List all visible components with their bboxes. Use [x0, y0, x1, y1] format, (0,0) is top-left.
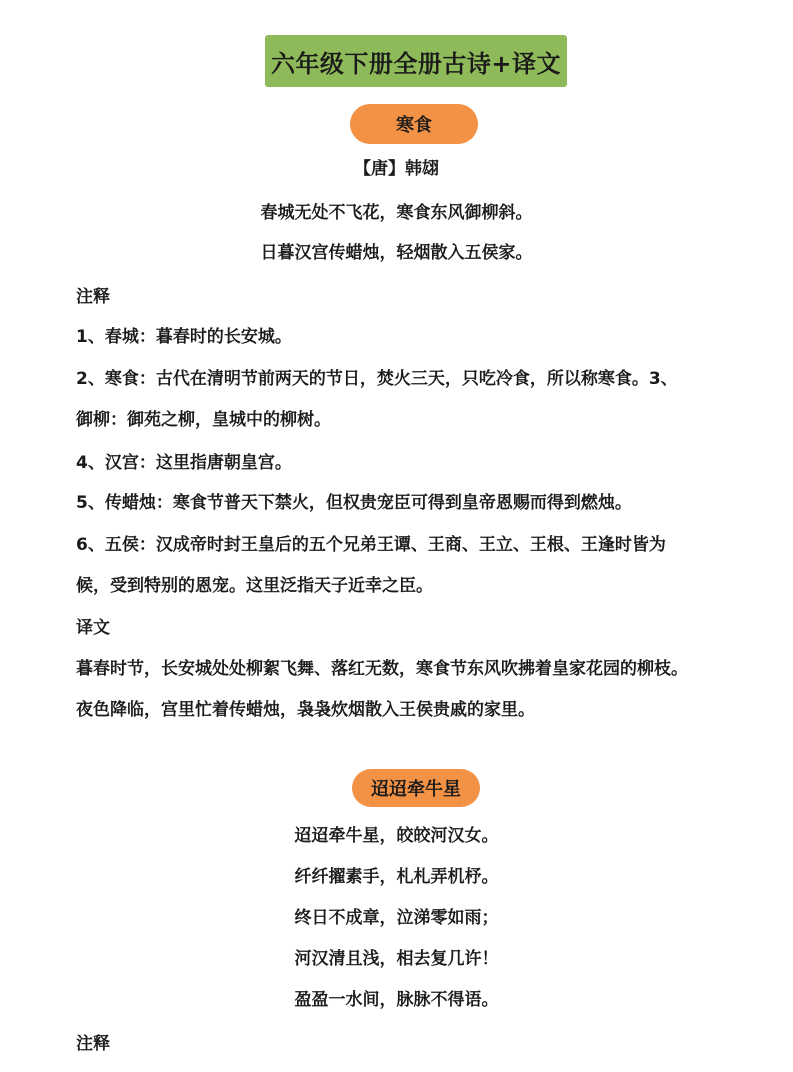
poem-line: 迢迢牵牛星，皎皎河汉女。 — [294, 826, 499, 846]
poem-author: 【唐】韩翃 — [354, 159, 439, 179]
poem-line: 日暮汉宫传蜡烛，轻烟散入五侯家。 — [260, 243, 533, 263]
poem-line: 河汉清且浅，相去复几许！ — [294, 949, 499, 969]
poem-title-badge: 寒食 — [350, 104, 478, 144]
poem-line: 春城无处不飞花，寒食东风御柳斜。 — [260, 203, 533, 223]
note-item: 6、五侯：汉成帝时封王皇后的五个兄弟王谭、王商、王立、王根、王逢时皆为 — [76, 535, 666, 555]
translation-line: 夜色降临，宫里忙着传蜡烛，袅袅炊烟散入王侯贵戚的家里。 — [76, 700, 535, 720]
note-item: 御柳：御苑之柳，皇城中的柳树。 — [76, 410, 331, 430]
note-item: 1、春城：暮春时的长安城。 — [76, 327, 292, 347]
translation-line: 暮春时节，长安城处处柳絮飞舞、落红无数，寒食节东风吹拂着皇家花园的柳枝。 — [76, 659, 688, 679]
note-item: 4、汉宫：这里指唐朝皇宫。 — [76, 453, 292, 473]
notes-heading: 注释 — [76, 287, 110, 307]
poem-line: 纤纤擢素手，札札弄机杼。 — [294, 867, 499, 887]
note-item: 候，受到特别的恩宠。这里泛指天子近幸之臣。 — [76, 576, 433, 596]
page-title: 六年级下册全册古诗+译文 — [265, 35, 567, 87]
poem-line: 终日不成章，泣涕零如雨； — [294, 908, 499, 928]
poem-line: 盈盈一水间，脉脉不得语。 — [294, 990, 499, 1010]
note-item: 5、传蜡烛：寒食节普天下禁火，但权贵宠臣可得到皇帝恩赐而得到燃烛。 — [76, 493, 632, 513]
translation-heading: 译文 — [76, 618, 110, 638]
notes-heading: 注释 — [76, 1034, 110, 1054]
note-item: 2、寒食：古代在清明节前两天的节日，焚火三天，只吃冷食，所以称寒食。3、 — [76, 369, 678, 389]
poem-title-badge: 迢迢牵牛星 — [352, 769, 480, 807]
